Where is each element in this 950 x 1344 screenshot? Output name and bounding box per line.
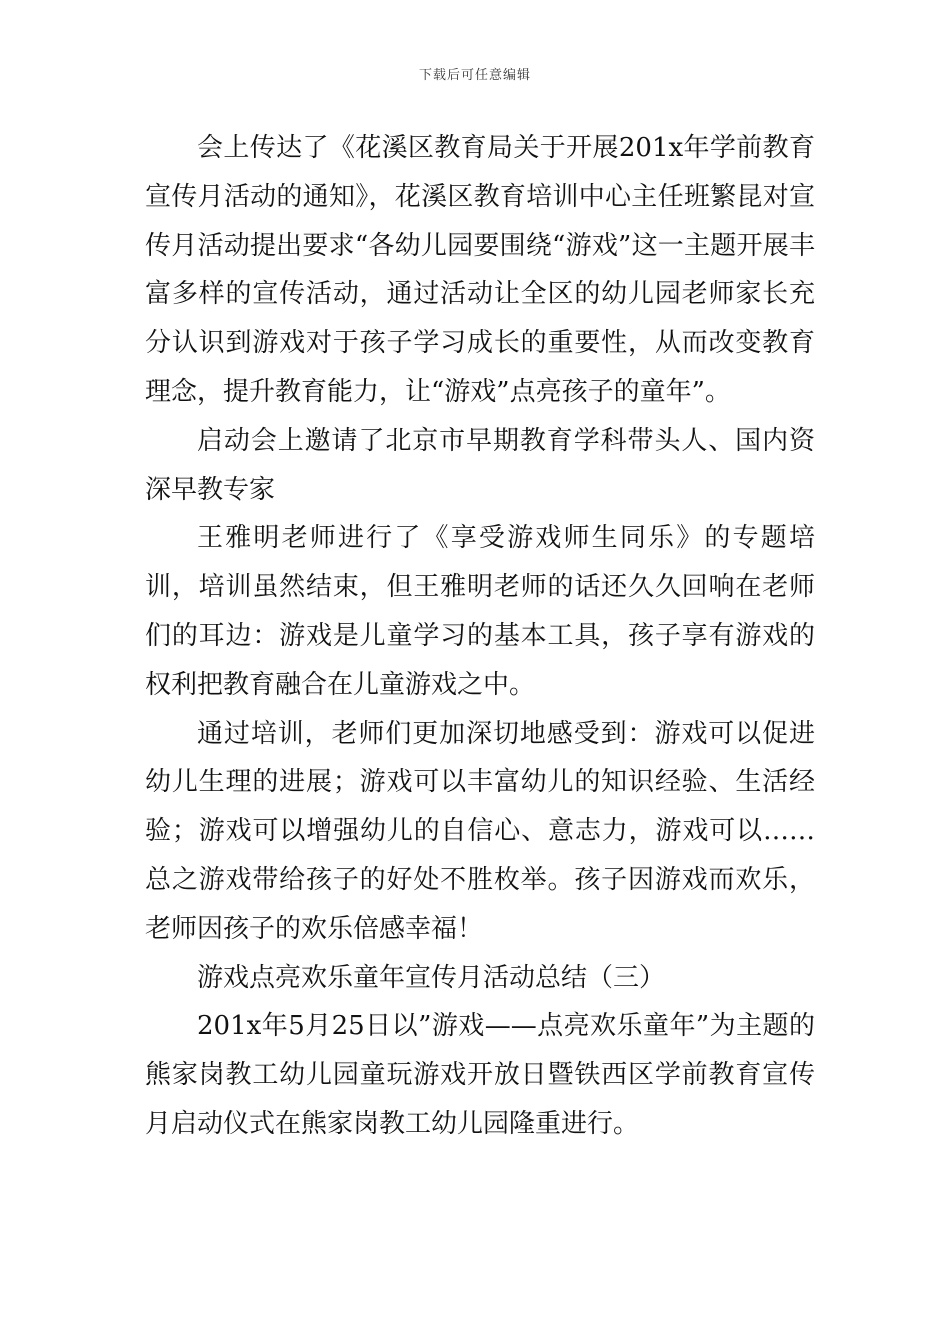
section-heading: 游戏点亮欢乐童年宣传月活动总结（三） [197,962,666,993]
paragraph-1: 会上传达了《花溪区教育局关于开展201x年学前教育宣传月活动的通知》，花溪区教育培训中心主任班繁昆对宣传月活动提出要求“各幼儿园要围绕“游戏”这一主题开展丰富多样的宣传活动，通过活动让全区的幼儿园老师家长充分认识到游戏对于孩子学习成长的重要性，从而改变教育理念，提升教育能力，让“游戏”点亮孩子的童年”。 [145,133,815,407]
page-header: 下载后可任意编辑 [418,68,531,83]
document-body [145,124,815,1149]
paragraph-2: 启动会上邀请了北京市早期教育学科带头人、国内资深早教专家 [145,425,815,505]
paragraph-4: 通过培训，老师们更加深切地感受到：游戏可以促进幼儿生理的进展；游戏可以丰富幼儿的知识经验、生活经验；游戏可以增强幼儿的自信心、意志力，游戏可以……总之游戏带给孩子的好处不胜枚举。孩子因游戏而欢乐，老师因孩子的欢乐倍感幸福！ [145,718,815,944]
paragraph-5: 201x年5月25日以”游戏——点亮欢乐童年”为主题的熊家岗教工幼儿园童玩游戏开放日暨铁西区学前教育宣传月启动仪式在熊家岗教工幼儿园隆重进行。 [145,1011,815,1139]
paragraph-3: 王雅明老师进行了《享受游戏师生同乐》的专题培训，培训虽然结束，但王雅明老师的话还久久回响在老师们的耳边：游戏是儿童学习的基本工具，孩子享有游戏的权利把教育融合在儿童游戏之中。 [145,523,815,700]
